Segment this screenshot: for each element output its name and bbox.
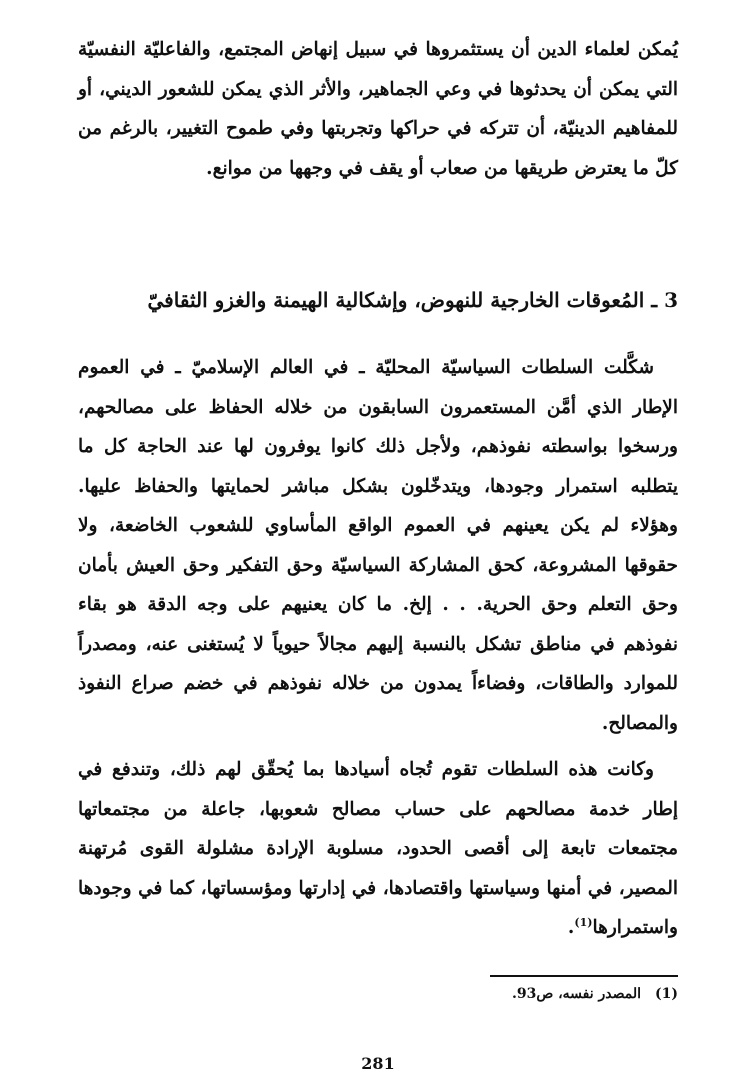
paragraph-local-authorities: شكَّلت السلطات السياسيّة المحليّة ـ في العالم الإسلاميّ ـ في العموم الإطار الذي أمَّن المستعمرون السابقون من خلاله الحفاظ على مصالحهم، ورسخوا بواسطته نفوذهم، ولأجل ذلك كانوا يوفرون لها عند الحاجة كل ما يتطلبه استمرار وجودها، ويتدخّلون بشكل مباشر لحمايتها والحفاظ عليها. وهؤلاء لم يكن يعينهم في العموم الواقع المأساوي للشعوب الخاضعة، ولا حقوقها المشروعة، كحق المشاركة السياسيّة وحق التفكير وحق العيش بأمان وحق التعلم وحق الحرية. . . إلخ. ما كان يعنيهم على وجه الدقة هو بقاء نفوذهم في مناطق تشكل بالنسبة إليهم مجالاً حيوياً لا يُستغنى عنه، ومصدراً للموارد والطاقات، وفضاءاً يمدون من خلاله نفوذهم في خضم صراع النفوذ والمصالح. <box>78 357 678 734</box>
paragraph-body: وكانت هذه السلطات تقوم تُجاه أسيادها بما يُحقّق لهم ذلك، وتندفع في إطار خدمة مصالحهم على حساب مصالح شعوبها، جاعلة من مجتمعاتها مجتمعات تابعة إلى أقصى الحدود، مسلوبة الإرادة مشلولة القوى مُرتهنة المصير، في أمنها وسياستها واقتصادها، في إدارتها ومؤسساتها، كما في وجودها واستمرارها <box>78 759 678 938</box>
footnote-separator <box>490 975 678 977</box>
paragraph-continuation: يُمكن لعلماء الدين أن يستثمروها في سبيل إنهاض المجتمع، والفاعليّة النفسيّة التي يمكن أن يحدثوها في وعي الجماهير، والأثر الذي يمكن للشعور الديني، أو للمفاهيم الدينيّة، أن تتركه في حراكها وتجربتها وفي طموح التغيير، بالرغم من كلّ ما يعترض طريقها من صعاب أو يقف في وجهها من موانع. <box>78 39 678 179</box>
page-number: 281 <box>361 1054 395 1073</box>
paragraph-subservient-authorities <box>78 750 678 948</box>
paragraph-end-punctuation: . <box>567 917 575 938</box>
footnote-reference[interactable]: (1) <box>574 915 593 929</box>
footnote-number: (1) <box>655 986 678 1002</box>
footnote <box>512 983 678 1005</box>
footnote-text: المصدر نفسه، ص93. <box>511 986 641 1002</box>
book-page <box>78 30 678 1073</box>
section-heading: 3 ـ المُعوقات الخارجية للنهوض، وإشكالية الهيمنة والغزو الثقافيّ <box>147 288 678 312</box>
